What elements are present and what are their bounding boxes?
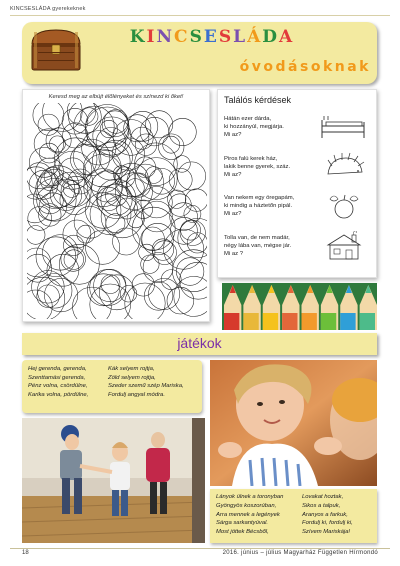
colored-pencils-photo [222, 283, 377, 330]
rhyme-line: Arra mennek a legények [216, 511, 280, 518]
apple-icon [318, 191, 370, 221]
rhyme-card-2 [210, 489, 377, 543]
riddle-line: Piros falú kerek ház, [224, 156, 278, 162]
rhyme-line: Most jöttek Bécsből, [216, 529, 269, 536]
rhyme-line: Karika volna, pördülne, [28, 391, 89, 398]
hedgehog-icon [318, 152, 370, 182]
riddle-line: ki hozzányúl, megjárja. [224, 124, 284, 130]
rhyme-line: Aranyos a farkuk, [302, 511, 348, 518]
issue-line: 2016. június – július Magyarház Független Hírmondó [222, 550, 378, 556]
rhyme-right-column [108, 365, 184, 399]
riddle-2 [224, 155, 314, 179]
hidden-picture-puzzle [27, 103, 207, 319]
riddle-line: Tolla van, de nem madár, [224, 235, 290, 241]
running-head: KINCSESLÁDA gyerekeknek [10, 6, 86, 12]
riddle-3 [224, 194, 314, 218]
title-letter: S [218, 27, 234, 47]
title-letter: A [279, 27, 295, 47]
rhyme-line: Kák selyem rojtja, [108, 366, 155, 372]
page-number: 18 [22, 550, 29, 556]
riddle-line: Van nekem egy öregapám, [224, 195, 295, 201]
title-letter: K [129, 27, 147, 47]
riddle-1 [224, 115, 314, 139]
title-letter: N [156, 27, 175, 47]
magazine-title [112, 27, 312, 47]
header-banner [22, 22, 377, 84]
riddle-line: ki mindig a háztetőn pipál. [224, 203, 293, 209]
rhyme-line: Zöld selyem rojtja, [108, 374, 156, 381]
magazine-subtitle: óvodásoknak [239, 59, 371, 75]
rhyme-line: Lányok ülnek a toronyban [216, 494, 284, 500]
riddle-line: négy lába van, mégse jár. [224, 243, 292, 249]
title-letter: Á [247, 27, 263, 47]
rhyme-line: Szívem Mariskája! [302, 529, 351, 536]
rhyme-line: Szenttamási gerenda, [28, 374, 86, 381]
rhyme-line: Sikos a talpuk, [302, 502, 341, 509]
rhyme-line: Sárga sarkantyúval. [216, 520, 269, 527]
riddle-line: Mi az? [224, 172, 242, 178]
title-letter: E [203, 27, 219, 47]
rhyme-line: Fordulj ki, fordulj ki, [302, 520, 353, 527]
title-letter: D [262, 27, 280, 47]
rhyme-card-1 [22, 360, 202, 413]
rhyme-line: Pénz volna, csördülne, [28, 383, 88, 390]
riddle-4 [224, 234, 314, 258]
house-chimney-icon [318, 231, 370, 261]
riddle-line: lakik benne gyerek, száz. [224, 164, 291, 170]
children-dancing-photo [22, 418, 205, 543]
riddles-panel [217, 89, 377, 278]
rhyme-line: Fordulj angyal módra. [108, 391, 165, 398]
rhyme-line: Lovakat hoztak, [302, 494, 344, 500]
riddle-line: Mi az? [224, 211, 242, 217]
girl-playing-photo [210, 360, 377, 486]
title-letter: S [189, 27, 204, 47]
header-divider [10, 15, 390, 16]
title-letter: C [174, 27, 190, 47]
rhyme-right-column [302, 493, 353, 537]
rhyme-line: Hej gerenda, gerenda, [28, 366, 87, 372]
rhyme-left-column [216, 493, 283, 537]
riddle-line: Mi az ? [224, 251, 243, 257]
riddles-title: Találós kérdések [224, 95, 292, 105]
section-bar [22, 333, 377, 355]
bed-icon [318, 112, 370, 142]
rhyme-line: Gyöngyös koszorúban, [216, 502, 277, 509]
puzzle-panel [22, 89, 210, 322]
title-letter: L [233, 27, 248, 47]
section-title: játékok [177, 335, 222, 351]
riddle-line: Hátán ezer dárda, [224, 116, 272, 122]
treasure-chest-icon [28, 26, 84, 74]
footer-divider [10, 548, 390, 549]
puzzle-caption: Keresd meg az elbújt élőlényeket és színezd ki őket! [48, 94, 184, 100]
riddle-line: Mi az? [224, 132, 242, 138]
rhyme-line: Szeder szemű szép Mariska, [108, 383, 184, 390]
rhyme-left-column [28, 365, 88, 399]
title-letter: I [146, 27, 157, 47]
